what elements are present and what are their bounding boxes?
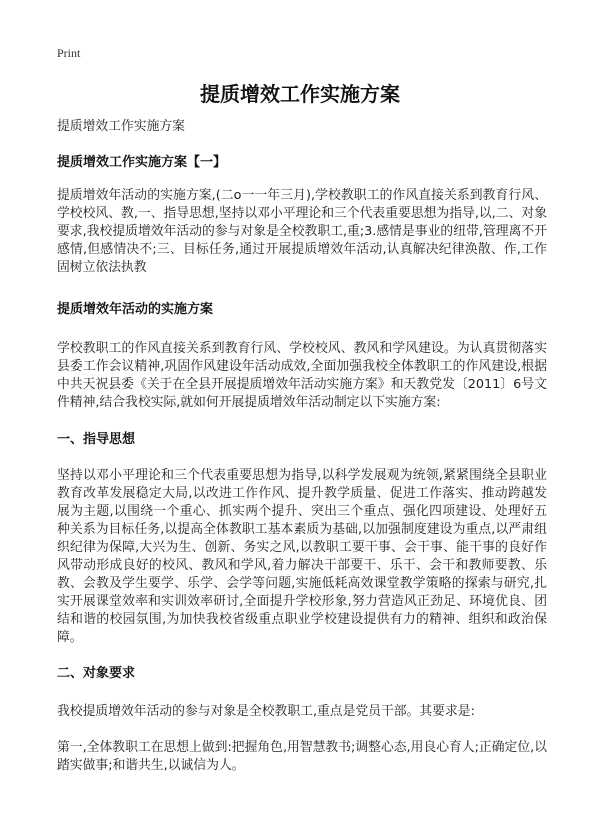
print-link[interactable]: Print xyxy=(57,46,81,60)
paragraph: 提质增效年活动的实施方案,(二o一一年三月),学校教职工的作风直接关系到教育行风、学校校风、教,一、指导思想,坚持以邓小平理论和三个代表重要思想为指导,以,二、对象要求,我校提质增效年活动的参与对象是全校教职工,重;3.感情是事业的纽带,管理离不开感情,但感情决不;三、目标任务,通过开展提质增效年活动,认真解决纪律涣散、作,工作固树立依法执教 xyxy=(57,188,547,275)
paragraph: 提质增效工作实施方案 xyxy=(57,119,185,134)
article-body xyxy=(57,118,547,775)
section-heading: 二、对象要求 xyxy=(57,666,136,681)
paragraph: 第一,全体教职工在思想上做到:把握角色,用智慧教书;调整心态,用良心育人;正确定位,以踏实做事;和谐共生,以诚信为人。 xyxy=(57,740,547,773)
section-heading: 提质增效年活动的实施方案 xyxy=(57,302,214,317)
page-title: 提质增效工作实施方案 xyxy=(200,82,400,106)
paragraph: 学校教职工的作风直接关系到教育行风、学校校风、教风和学风建设。为认真贯彻落实县委工作会议精神,巩固作风建设年活动成效,全面加强我校全体教职工的作风建设,根据中共天祝县委《关于在全县开展提质增效年活动实施方案》和天教党发〔2011〕6号文件精神,结合我校实际,就如何开展提质增效年活动制定以下实施方案: xyxy=(57,341,547,410)
section-heading: 提质增效工作实施方案【一】 xyxy=(57,155,227,170)
paragraph: 我校提质增效年活动的参与对象是全校教职工,重点是党员干部。其要求是: xyxy=(57,704,475,719)
section-heading: 一、指导思想 xyxy=(57,432,136,447)
paragraph: 坚持以邓小平理论和三个代表重要思想为指导,以科学发展观为统领,紧紧围绕全县职业教育改革发展稳定大局,以改进工作作风、提升教学质量、促进工作落实、推动跨越发展为主题,以围绕一个重心、抓实两个提升、突出三个重点、强化四项建设、处理好五种关系为目标任务,以提高全体教职工基本素质为基础,以加强制度建设为重点,以严肃组织纪律为保障,大兴为生、创新、务实之风,以教职工要干事、会干事、能干事的良好作风带动形成良好的校风、教风和学风,着力解决干部要干、乐干、会干和教师要教、乐教、会教及学生要学、乐学、会学等问题,实施低耗高效课堂教学策略的探索与研究,扎实开展课堂效率和实训效率研讨,全面提升学校形象,努力营造风正劲足、环境优良、团结和谐的校园氛围,为加快我校省级重点职业学校建设提供有力的精神、组织和政治保障。 xyxy=(57,468,547,645)
